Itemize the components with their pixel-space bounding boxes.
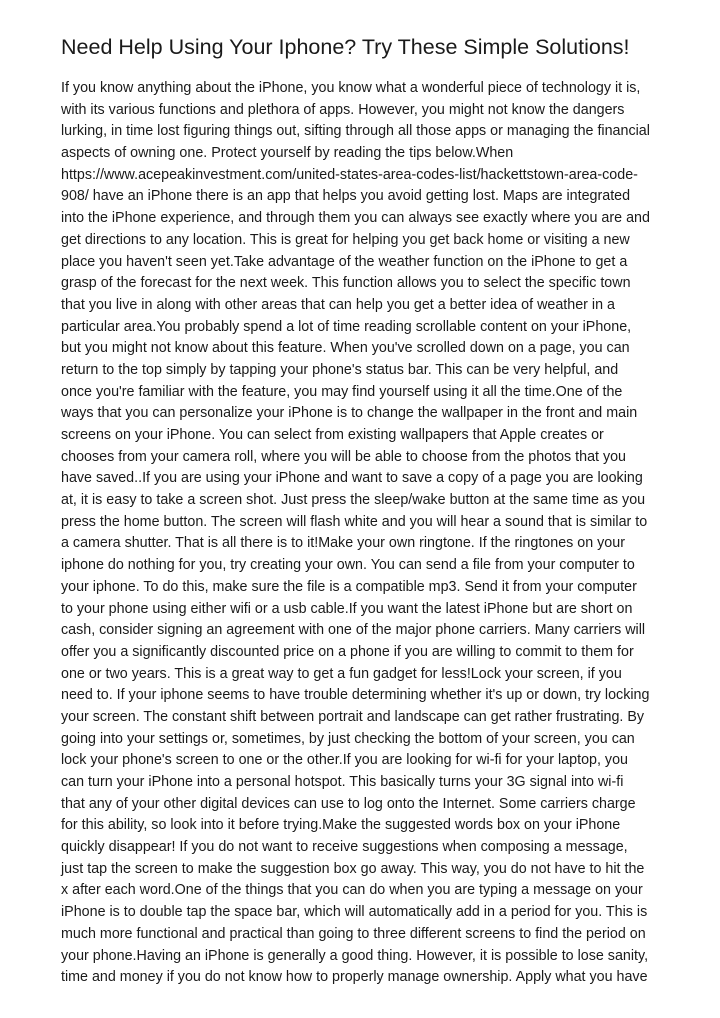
body-line: a camera shutter. That is all there is to it!Make your own ringtone. If the ringtones on your [61, 535, 625, 552]
body-line: screens on your iPhone. You can select from existing wallpapers that Apple creates or [61, 427, 604, 443]
body-line: place you haven't seen yet.Take advantage of the weather function on the iPhone to get a [61, 253, 628, 270]
body-line: but you might not know about this feature. When you've scrolled down on a page, you can [61, 340, 630, 357]
body-line: once you're familiar with the feature, you may find yourself using it all the time.One of the [61, 383, 623, 400]
body-line: iPhone is to double tap the space bar, which will automatically add in a period for you. This is [61, 904, 648, 921]
body-line: need to. If your iphone seems to have trouble determining whether it's up or down, try locking [61, 687, 650, 704]
body-line: lock your phone's screen to one or the other.If you are looking for wi-fi for your laptop, you [61, 752, 628, 769]
body-line: If you know anything about the iPhone, you know what a wonderful piece of technology it is, [61, 80, 641, 96]
document-title: Need Help Using Your Iphone? Try These Simple Solutions! [61, 35, 630, 59]
body-line: ways that you can personalize your iPhone is to change the wallpaper in the front and main [61, 405, 638, 422]
body-line: 908/ have an iPhone there is an app that helps you avoid getting lost. Maps are integrated [61, 188, 631, 205]
body-line: have saved..If you are using your iPhone and want to save a copy of a page you are looking [61, 470, 643, 487]
body-line: at, it is easy to take a screen shot. Just press the sleep/wake button at the same time as you [61, 492, 646, 509]
body-line: iphone do nothing for you, try creating your own. You can send a file from your computer to [61, 557, 635, 574]
body-line: https://www.acepeakinvestment.com/united-states-area-codes-list/hackettstown-area-code- [61, 166, 638, 183]
body-line: that you live in along with other areas that can help you get a better idea of weather in a [61, 296, 615, 313]
body-line: time and money if you do not know how to properly manage ownership. Apply what you have [61, 969, 648, 986]
body-line: with its various functions and plethora of apps. However, you might not know the dangers [61, 101, 625, 118]
body-line: your iphone. To do this, make sure the file is a compatible mp3. Send it from your computer [61, 578, 637, 595]
body-line: cash, consider signing an agreement with one of the major phone carriers. Many carriers will [61, 622, 646, 639]
body-line: your phone.Having an iPhone is generally a good thing. However, it is possible to lose sanity, [61, 947, 649, 964]
body-line: aspects of owning one. Protect yourself by reading the tips below.When [61, 145, 514, 162]
body-line: chooses from your camera roll, where you will be able to choose from the photos that you [61, 448, 627, 465]
body-line: get directions to any location. This is great for helping you get back home or visiting a new [61, 231, 630, 248]
body-line: particular area.You probably spend a lot of time reading scrollable content on your iPhone, [61, 318, 632, 335]
body-line: to your phone using either wifi or a usb cable.If you want the latest iPhone but are short on [61, 600, 633, 617]
body-line: one or two years. This is a great way to get a fun gadget for less!Lock your screen, if you [61, 665, 622, 682]
body-line: offer you a significantly discounted price on a phone if you are willing to commit to them for [61, 643, 634, 660]
body-line: into the iPhone experience, and through them you can always see exactly where you are and [61, 210, 650, 227]
body-line: just tap the screen to make the suggestion box go away. This way, you do not have to hit the [61, 860, 645, 877]
body-line: much more functional and practical than going to three different screens to find the period on [61, 925, 646, 942]
body-line: return to the top simply by tapping your phone's status bar. This can be very helpful, and [61, 361, 619, 378]
body-line: for this ability, so look into it before trying.Make the suggested words box on your iPhone [61, 817, 621, 834]
body-line: x after each word.One of the things that you can do when you are typing a message on your [61, 882, 643, 899]
body-line: going into your settings or, sometimes, by just checking the bottom of your screen, you can [61, 730, 635, 747]
body-line: that any of your other digital devices can use to log onto the Internet. Some carriers charge [61, 795, 636, 812]
body-line: can turn your iPhone into a personal hotspot. This basically turns your 3G signal into wi-fi [61, 774, 624, 790]
body-line: quickly disappear! If you do not want to receive suggestions when composing a message, [61, 839, 628, 856]
body-line: press the home button. The screen will flash white and you will hear a sound that is similar to [61, 513, 648, 530]
body-line: lurking, in time lost figuring things out, sifting through all those apps or managing the financial [61, 123, 650, 140]
body-line: grasp of the forecast for the next week. This function allows you to select the specific town [61, 275, 631, 292]
document-body [61, 78, 661, 989]
body-line: your screen. The constant shift between portrait and landscape can get rather frustrating. By [61, 708, 645, 725]
